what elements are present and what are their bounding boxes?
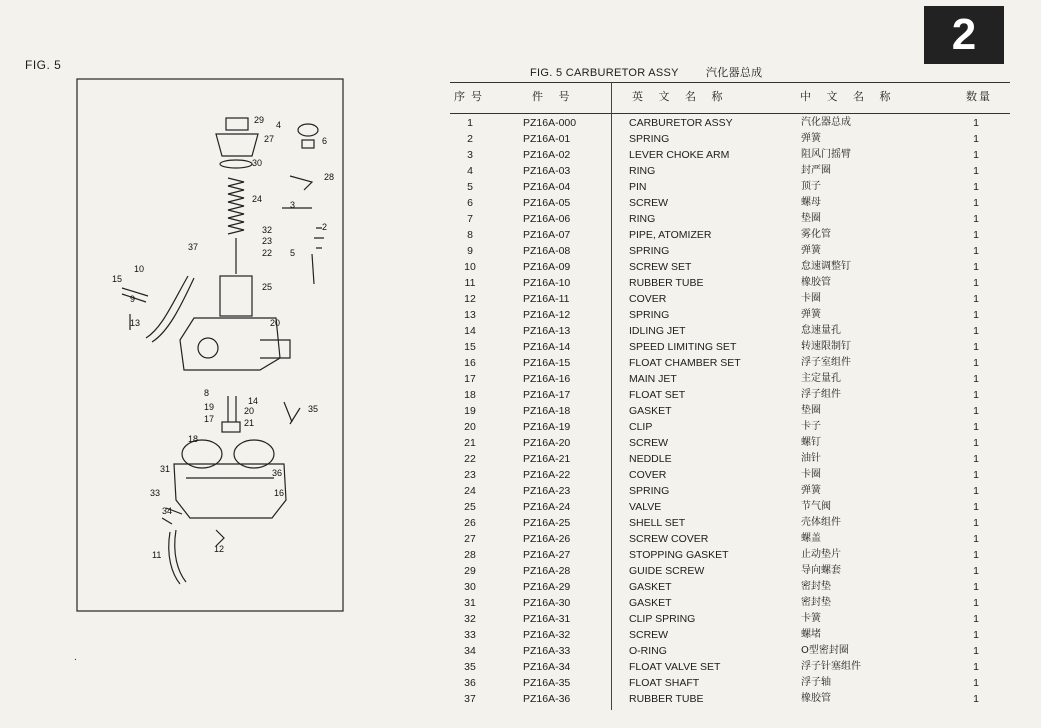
svg-text:2: 2: [322, 222, 328, 232]
cell-chinese-name: 浮子室组件: [801, 357, 851, 368]
table-row: [450, 515, 1010, 531]
figure-label: FIG. 5: [25, 58, 62, 72]
cell-english-name: CARBURETOR ASSY: [629, 117, 733, 129]
table-row: [450, 611, 1010, 627]
cell-part-number: PZ16A-04: [523, 181, 571, 193]
cell-no: 34: [464, 645, 476, 657]
svg-text:6: 6: [322, 136, 328, 146]
cell-chinese-name: 阻风门摇臂: [801, 149, 851, 160]
cell-no: 4: [467, 165, 473, 177]
cell-part-number: PZ16A-17: [523, 389, 571, 401]
cell-english-name: PIN: [629, 181, 647, 193]
table-row: [450, 403, 1010, 419]
cell-part-number: PZ16A-03: [523, 165, 571, 177]
cell-no: 18: [464, 389, 476, 401]
cell-chinese-name: 主定量孔: [801, 373, 841, 384]
cell-no: 29: [464, 565, 476, 577]
cell-quantity: 1: [973, 245, 979, 257]
cell-chinese-name: 浮子组件: [801, 389, 841, 400]
svg-text:23: 23: [262, 236, 273, 246]
cell-english-name: GUIDE SCREW: [629, 565, 705, 577]
cell-no: 31: [464, 597, 476, 609]
cell-no: 24: [464, 485, 476, 497]
table-row: [450, 451, 1010, 467]
cell-no: 2: [467, 133, 473, 145]
cell-part-number: PZ16A-22: [523, 469, 571, 481]
svg-text:15: 15: [112, 274, 123, 284]
cell-no: 33: [464, 629, 476, 641]
cell-quantity: 1: [973, 533, 979, 545]
cell-no: 36: [464, 677, 476, 689]
cell-quantity: 1: [973, 613, 979, 625]
cell-no: 35: [464, 661, 476, 673]
table-row: [450, 291, 1010, 307]
cell-quantity: 1: [973, 261, 979, 273]
cell-chinese-name: 螺母: [801, 197, 821, 208]
cell-no: 26: [464, 517, 476, 529]
cell-no: 12: [464, 293, 476, 305]
table-row: [450, 579, 1010, 595]
cell-no: 37: [464, 693, 476, 705]
cell-no: 16: [464, 357, 476, 369]
cell-quantity: 1: [973, 469, 979, 481]
cell-part-number: PZ16A-16: [523, 373, 571, 385]
svg-text:21: 21: [244, 418, 255, 428]
cell-no: 15: [464, 341, 476, 353]
cell-part-number: PZ16A-02: [523, 149, 571, 161]
cell-english-name: VALVE: [629, 501, 662, 513]
cell-part-number: PZ16A-06: [523, 213, 571, 225]
cell-chinese-name: 浮子针塞组件: [801, 661, 861, 672]
cell-no: 5: [467, 181, 473, 193]
table-row: [450, 339, 1010, 355]
svg-text:18: 18: [188, 434, 199, 444]
svg-text:34: 34: [162, 506, 173, 516]
svg-text:29: 29: [254, 115, 265, 125]
cell-chinese-name: 卡圈: [801, 469, 821, 480]
cell-part-number: PZ16A-27: [523, 549, 571, 561]
cell-quantity: 1: [973, 677, 979, 689]
cell-part-number: PZ16A-29: [523, 581, 571, 593]
cell-quantity: 1: [973, 341, 979, 353]
cell-english-name: SHELL SET: [629, 517, 686, 529]
cell-part-number: PZ16A-24: [523, 501, 571, 513]
cell-chinese-name: 螺盖: [801, 533, 821, 544]
table-row: [450, 195, 1010, 211]
parts-table: [450, 115, 1010, 707]
cell-part-number: PZ16A-08: [523, 245, 571, 257]
cell-no: 3: [467, 149, 473, 161]
cell-part-number: PZ16A-13: [523, 325, 571, 337]
cell-quantity: 1: [973, 549, 979, 561]
table-header-rule: [450, 113, 1010, 114]
cell-no: 21: [464, 437, 476, 449]
cell-chinese-name: 螺堵: [801, 629, 821, 640]
cell-english-name: STOPPING GASKET: [629, 549, 729, 561]
svg-text:4: 4: [276, 120, 282, 130]
table-row: [450, 691, 1010, 707]
cell-quantity: 1: [973, 149, 979, 161]
cell-part-number: PZ16A-31: [523, 613, 571, 625]
cell-quantity: 1: [973, 277, 979, 289]
cell-no: 6: [467, 197, 473, 209]
cell-english-name: GASKET: [629, 405, 672, 417]
cell-quantity: 1: [973, 325, 979, 337]
cell-no: 13: [464, 309, 476, 321]
table-row: [450, 627, 1010, 643]
cell-english-name: LEVER CHOKE ARM: [629, 149, 730, 161]
cell-quantity: 1: [973, 405, 979, 417]
cell-chinese-name: 密封垫: [801, 581, 831, 592]
cell-quantity: 1: [973, 485, 979, 497]
cell-no: 25: [464, 501, 476, 513]
cell-english-name: SCREW SET: [629, 261, 692, 273]
cell-part-number: PZ16A-000: [523, 117, 577, 129]
cell-part-number: PZ16A-10: [523, 277, 571, 289]
svg-text:13: 13: [130, 318, 141, 328]
table-row: [450, 147, 1010, 163]
table-row: [450, 243, 1010, 259]
cell-english-name: SPRING: [629, 245, 670, 257]
svg-text:25: 25: [262, 282, 273, 292]
cell-english-name: SPRING: [629, 485, 670, 497]
cell-part-number: PZ16A-19: [523, 421, 571, 433]
cell-chinese-name: 壳体组件: [801, 517, 841, 528]
table-row: [450, 643, 1010, 659]
cell-quantity: 1: [973, 213, 979, 225]
cell-english-name: SPRING: [629, 133, 670, 145]
cell-quantity: 1: [973, 389, 979, 401]
cell-no: 17: [464, 373, 476, 385]
cell-quantity: 1: [973, 517, 979, 529]
svg-text:10: 10: [134, 264, 145, 274]
svg-text:5: 5: [290, 248, 296, 258]
svg-text:17: 17: [204, 414, 215, 424]
table-row: [450, 563, 1010, 579]
cell-quantity: 1: [973, 133, 979, 145]
cell-english-name: NEDDLE: [629, 453, 672, 465]
cell-chinese-name: 弹簧: [801, 133, 821, 144]
table-row: [450, 211, 1010, 227]
cell-no: 23: [464, 469, 476, 481]
cell-chinese-name: 弹簧: [801, 245, 821, 256]
cell-part-number: PZ16A-36: [523, 693, 571, 705]
cell-part-number: PZ16A-12: [523, 309, 571, 321]
table-row: [450, 595, 1010, 611]
cell-part-number: PZ16A-01: [523, 133, 571, 145]
cell-english-name: FLOAT SHAFT: [629, 677, 700, 689]
cell-chinese-name: 卡簧: [801, 613, 821, 624]
cell-chinese-name: O型密封圈: [801, 645, 849, 656]
cell-chinese-name: 雾化管: [801, 229, 831, 240]
cell-quantity: 1: [973, 693, 979, 705]
cell-chinese-name: 怠速调整钉: [801, 261, 851, 272]
cell-part-number: PZ16A-30: [523, 597, 571, 609]
table-row: [450, 387, 1010, 403]
table-row: [450, 483, 1010, 499]
cell-no: 1: [467, 117, 473, 129]
svg-text:35: 35: [308, 404, 319, 414]
cell-english-name: RUBBER TUBE: [629, 693, 704, 705]
cell-chinese-name: 怠速量孔: [801, 325, 841, 336]
cell-quantity: 1: [973, 437, 979, 449]
cell-quantity: 1: [973, 181, 979, 193]
cell-part-number: PZ16A-25: [523, 517, 571, 529]
table-row: [450, 307, 1010, 323]
table-row: [450, 115, 1010, 131]
cell-no: 8: [467, 229, 473, 241]
svg-text:33: 33: [150, 488, 161, 498]
column-header-part: 件 号: [532, 90, 576, 103]
table-row: [450, 499, 1010, 515]
svg-text:32: 32: [262, 225, 273, 235]
cell-no: 32: [464, 613, 476, 625]
cell-english-name: COVER: [629, 293, 667, 305]
cell-part-number: PZ16A-09: [523, 261, 571, 273]
svg-text:3: 3: [290, 200, 296, 210]
cell-english-name: PIPE, ATOMIZER: [629, 229, 712, 241]
cell-quantity: 1: [973, 565, 979, 577]
column-header-cn: 中 文 名 称: [800, 90, 897, 103]
cell-chinese-name: 卡子: [801, 421, 821, 432]
cell-english-name: MAIN JET: [629, 373, 677, 385]
column-header-en: 英 文 名 称: [632, 90, 729, 103]
table-row: [450, 419, 1010, 435]
svg-text:36: 36: [272, 468, 283, 478]
cell-chinese-name: 节气阀: [801, 501, 831, 512]
cell-quantity: 1: [973, 645, 979, 657]
cell-english-name: SPRING: [629, 309, 670, 321]
svg-text:9: 9: [130, 294, 136, 304]
cell-quantity: 1: [973, 357, 979, 369]
cell-english-name: RING: [629, 213, 656, 225]
table-row: [450, 323, 1010, 339]
cell-part-number: PZ16A-32: [523, 629, 571, 641]
table-row: [450, 131, 1010, 147]
table-row: [450, 531, 1010, 547]
cell-english-name: SCREW: [629, 629, 669, 641]
svg-text:31: 31: [160, 464, 171, 474]
cell-part-number: PZ16A-28: [523, 565, 571, 577]
table-row: [450, 227, 1010, 243]
cell-part-number: PZ16A-18: [523, 405, 571, 417]
cell-chinese-name: 油针: [801, 453, 821, 464]
cell-no: 7: [467, 213, 473, 225]
svg-text:24: 24: [252, 194, 263, 204]
cell-no: 27: [464, 533, 476, 545]
table-row: [450, 435, 1010, 451]
cell-part-number: PZ16A-26: [523, 533, 571, 545]
exploded-diagram: [76, 78, 344, 612]
cell-english-name: IDLING JET: [629, 325, 686, 337]
cell-chinese-name: 卡圈: [801, 293, 821, 304]
table-row: [450, 467, 1010, 483]
cell-no: 14: [464, 325, 476, 337]
svg-text:14: 14: [248, 396, 259, 406]
cell-english-name: SPEED LIMITING SET: [629, 341, 737, 353]
cell-english-name: SCREW COVER: [629, 533, 709, 545]
figure-title-en: FIG. 5 CARBURETOR ASSY: [530, 67, 679, 79]
cell-chinese-name: 垫圈: [801, 405, 821, 416]
table-row: [450, 355, 1010, 371]
cell-english-name: FLOAT CHAMBER SET: [629, 357, 741, 369]
cell-english-name: RING: [629, 165, 656, 177]
figure-title: [530, 64, 762, 80]
svg-text:12: 12: [214, 544, 225, 554]
cell-no: 10: [464, 261, 476, 273]
cell-part-number: PZ16A-15: [523, 357, 571, 369]
cell-chinese-name: 封严圈: [801, 165, 831, 176]
figure-title-cn: 汽化器总成: [705, 66, 763, 79]
table-top-rule: [450, 82, 1010, 83]
cell-no: 19: [464, 405, 476, 417]
cell-english-name: GASKET: [629, 581, 672, 593]
cell-quantity: 1: [973, 293, 979, 305]
cell-quantity: 1: [973, 309, 979, 321]
cell-quantity: 1: [973, 661, 979, 673]
table-row: [450, 547, 1010, 563]
cell-quantity: 1: [973, 229, 979, 241]
cell-part-number: PZ16A-05: [523, 197, 571, 209]
table-row: [450, 659, 1010, 675]
cell-english-name: RUBBER TUBE: [629, 277, 704, 289]
cell-part-number: PZ16A-20: [523, 437, 571, 449]
cell-chinese-name: 弹簧: [801, 485, 821, 496]
cell-english-name: COVER: [629, 469, 667, 481]
cell-chinese-name: 橡胶管: [801, 693, 831, 704]
cell-quantity: 1: [973, 597, 979, 609]
cell-part-number: PZ16A-07: [523, 229, 571, 241]
table-row: [450, 179, 1010, 195]
cell-no: 11: [464, 277, 476, 289]
cell-quantity: 1: [973, 165, 979, 177]
svg-text:8: 8: [204, 388, 210, 398]
cell-part-number: PZ16A-11: [523, 293, 570, 305]
cell-part-number: PZ16A-35: [523, 677, 571, 689]
cell-english-name: SCREW: [629, 197, 669, 209]
cell-english-name: CLIP SPRING: [629, 613, 696, 625]
cell-part-number: PZ16A-33: [523, 645, 571, 657]
cell-chinese-name: 浮子轴: [801, 677, 831, 688]
cell-chinese-name: 弹簧: [801, 309, 821, 320]
cell-no: 9: [467, 245, 473, 257]
svg-text:19: 19: [204, 402, 215, 412]
table-row: [450, 259, 1010, 275]
page-number-badge: 2: [924, 6, 1004, 64]
cell-part-number: PZ16A-14: [523, 341, 571, 353]
svg-text:37: 37: [188, 242, 199, 252]
cell-quantity: 1: [973, 629, 979, 641]
svg-text:30: 30: [252, 158, 263, 168]
cell-chinese-name: 汽化器总成: [801, 117, 851, 128]
cell-english-name: GASKET: [629, 597, 672, 609]
cell-quantity: 1: [973, 373, 979, 385]
column-header-no: 序号: [454, 90, 488, 103]
cell-english-name: O-RING: [629, 645, 667, 657]
cell-quantity: 1: [973, 453, 979, 465]
cell-chinese-name: 顶子: [801, 181, 821, 192]
cell-no: 28: [464, 549, 476, 561]
cell-no: 20: [464, 421, 476, 433]
cell-chinese-name: 止动垫片: [801, 549, 841, 560]
svg-text:20: 20: [270, 318, 281, 328]
table-row: [450, 275, 1010, 291]
cell-chinese-name: 螺钉: [801, 437, 821, 448]
svg-text:16: 16: [274, 488, 285, 498]
column-header-qty: 数量: [966, 90, 992, 103]
svg-text:20: 20: [244, 406, 255, 416]
svg-text:22: 22: [262, 248, 273, 258]
cell-chinese-name: 转速限制钉: [801, 341, 851, 352]
table-row: [450, 675, 1010, 691]
footnote-mark: .: [74, 652, 77, 663]
table-row: [450, 163, 1010, 179]
cell-quantity: 1: [973, 197, 979, 209]
cell-no: 30: [464, 581, 476, 593]
cell-english-name: SCREW: [629, 437, 669, 449]
cell-chinese-name: 垫圈: [801, 213, 821, 224]
cell-part-number: PZ16A-23: [523, 485, 571, 497]
cell-part-number: PZ16A-34: [523, 661, 571, 673]
cell-quantity: 1: [973, 581, 979, 593]
cell-chinese-name: 导向螺套: [801, 565, 841, 576]
table-row: [450, 371, 1010, 387]
cell-chinese-name: 橡胶管: [801, 277, 831, 288]
svg-text:28: 28: [324, 172, 335, 182]
cell-chinese-name: 密封垫: [801, 597, 831, 608]
svg-text:27: 27: [264, 134, 275, 144]
cell-part-number: PZ16A-21: [523, 453, 571, 465]
cell-quantity: 1: [973, 501, 979, 513]
cell-no: 22: [464, 453, 476, 465]
cell-english-name: CLIP: [629, 421, 653, 433]
cell-english-name: FLOAT SET: [629, 389, 686, 401]
cell-english-name: FLOAT VALVE SET: [629, 661, 721, 673]
svg-text:11: 11: [152, 550, 162, 560]
cell-quantity: 1: [973, 421, 979, 433]
cell-quantity: 1: [973, 117, 979, 129]
